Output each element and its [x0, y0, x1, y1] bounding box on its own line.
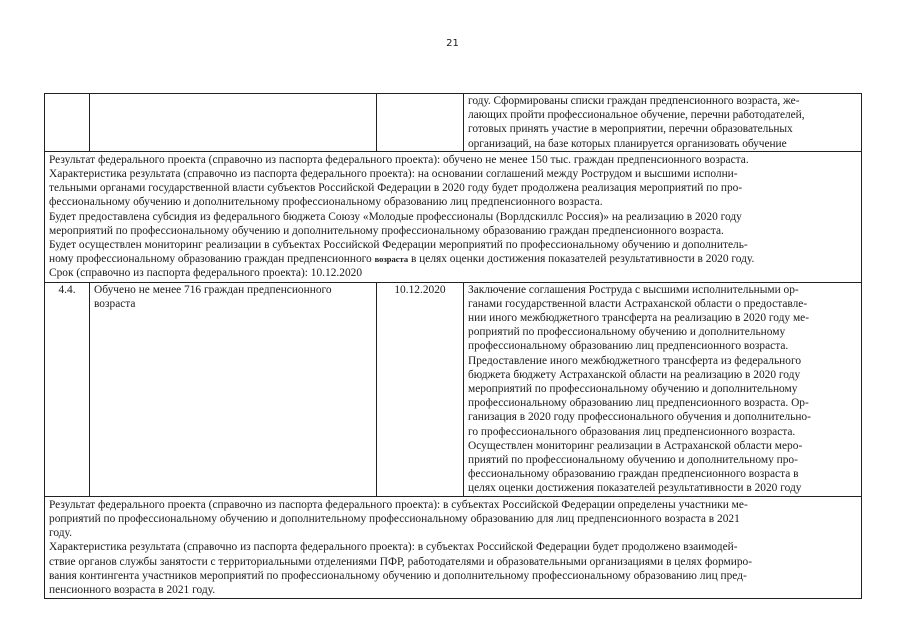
cell-title-empty [90, 94, 377, 152]
text-line: Предоставление иного межбюджетного трансферта из федерального [468, 354, 802, 367]
text-line: Заключение соглашения Роструда с высшими исполнительными ор- [468, 283, 799, 296]
monitoring-line [49, 252, 857, 266]
text-line: приятий по профессиональному обучению и дополнительному про- [468, 454, 798, 467]
characteristic-line: фессиональному обучению и дополнительному профессиональному образованию лиц предпенсионного возраста. [49, 196, 603, 209]
deadline-text: Срок (справочно из паспорта федерального проекта): 10.12.2020 [49, 267, 363, 280]
table-row-continuation [45, 94, 862, 152]
monitoring-line: Будет осуществлен мониторинг реализации в субъектах Российской Федерации мероприятий по профессиональному обучению и дополнитель- [49, 239, 748, 252]
cell-date: 10.12.2020 [377, 282, 464, 496]
text-line: ганизация в 2020 году профессионального обучения и дополнительно- [468, 411, 811, 424]
subsidy-line: Будет предоставлена субсидия из федерального бюджета Союзу «Молодые профессионалы (Ворлдскиллс Россия)» на реализацию в 2020 году [49, 210, 742, 223]
text-line: фессиональному образованию граждан предпенсионного возраста в [468, 468, 799, 481]
result-line: году. [49, 527, 72, 540]
text-line: лающих пройти профессиональное обучение, перечни работодателей, [468, 109, 805, 122]
text-line: мероприятий по профессиональному обучению и дополнительному [468, 383, 798, 396]
text-line: году. Сформированы списки граждан предпенсионного возраста, же- [468, 95, 800, 107]
cell-description [464, 282, 862, 496]
text-line: профессиональному образованию лиц предпенсионного возраста. [468, 340, 789, 353]
characteristic-line: ствие органов службы занятости с территориальными отделениями ПФР, работодателями и образовательными организациями в целях формиро- [49, 555, 753, 568]
text-line: го профессионального образования лиц предпенсионного возраста. [468, 425, 796, 438]
text-line: целях оценки достижения показателей результативности в 2020 году [468, 482, 802, 495]
cell-date-empty [377, 94, 464, 152]
result-text: Результат федерального проекта (справочно из паспорта федерального проекта): обучено не менее 150 тыс. граждан предпенсионного возраста. [49, 153, 749, 166]
result-block-2 [45, 496, 862, 598]
cell-number-empty [45, 94, 90, 152]
result-line: Результат федерального проекта (справочно из паспорта федерального проекта): в субъектах Российской Федерации определены участники ме- [49, 498, 748, 511]
characteristic-line: Характеристика результата (справочно из паспорта федерального проекта): в субъектах Российской Федерации будет продолжено взаимодей- [49, 541, 738, 554]
table-row-4-4 [45, 282, 862, 496]
text-line: нии иного межбюджетного трансферта на реализацию в 2020 году ме- [468, 312, 810, 325]
subsidy-line: мероприятий по профессиональному обучению и дополнительному профессиональному образованию граждан предпенсионного возраста. [49, 224, 724, 237]
characteristic-line: тельными органами государственной власти субъектов Российской Федерации в 2020 году будет продолжена реализация мероприятий по про- [49, 182, 743, 195]
page-number: 21 [446, 38, 459, 49]
result-line: роприятий по профессиональному обучению и дополнительному профессиональному образованию для лиц предпенсионного возраста в 2021 [49, 512, 740, 525]
table-row-result-block-1 [45, 151, 862, 282]
monitoring-text-a: ному профессиональному образованию граждан предпенсионного [49, 253, 372, 266]
text-line: бюджета бюджету Астраханской области на реализацию в 2020 году [468, 368, 801, 381]
text-line: ганами государственной власти Астраханской области о предоставле- [468, 297, 808, 310]
text-line: профессиональному образованию лиц предпенсионного возраста. Ор- [468, 397, 809, 410]
characteristic-line: Характеристика результата (справочно из паспорта федерального проекта): на основании соглашений между Рострудом и высшими исполни- [49, 168, 738, 181]
measures-table [44, 93, 862, 599]
text-line: готовых принять участие в мероприятии, перечни образовательных [468, 123, 793, 136]
monitoring-text-c: в целях оценки достижения показателей результативности в 2020 году. [410, 253, 755, 266]
cell-number: 4.4. [45, 282, 90, 496]
text-line: роприятий по профессиональному обучению и дополнительному [468, 326, 786, 339]
monitoring-text-b: возраста [374, 254, 409, 265]
characteristic-line: пенсионного возраста в 2021 году. [49, 583, 216, 596]
cell-title: Обучено не менее 716 граждан предпенсионного возраста [90, 282, 377, 496]
characteristic-line: вания контингента участников мероприятий по профессиональному обучению и дополнительному профессиональному образованию лиц пред- [49, 569, 747, 582]
text-line: Осуществлен мониторинг реализации в Астраханской области меро- [468, 439, 803, 452]
cell-description-continuation [464, 94, 862, 152]
text-line: организаций, на базе которых планируется организовать обучение [468, 137, 787, 150]
result-block-1 [45, 151, 862, 282]
table-row-result-block-2 [45, 496, 862, 598]
